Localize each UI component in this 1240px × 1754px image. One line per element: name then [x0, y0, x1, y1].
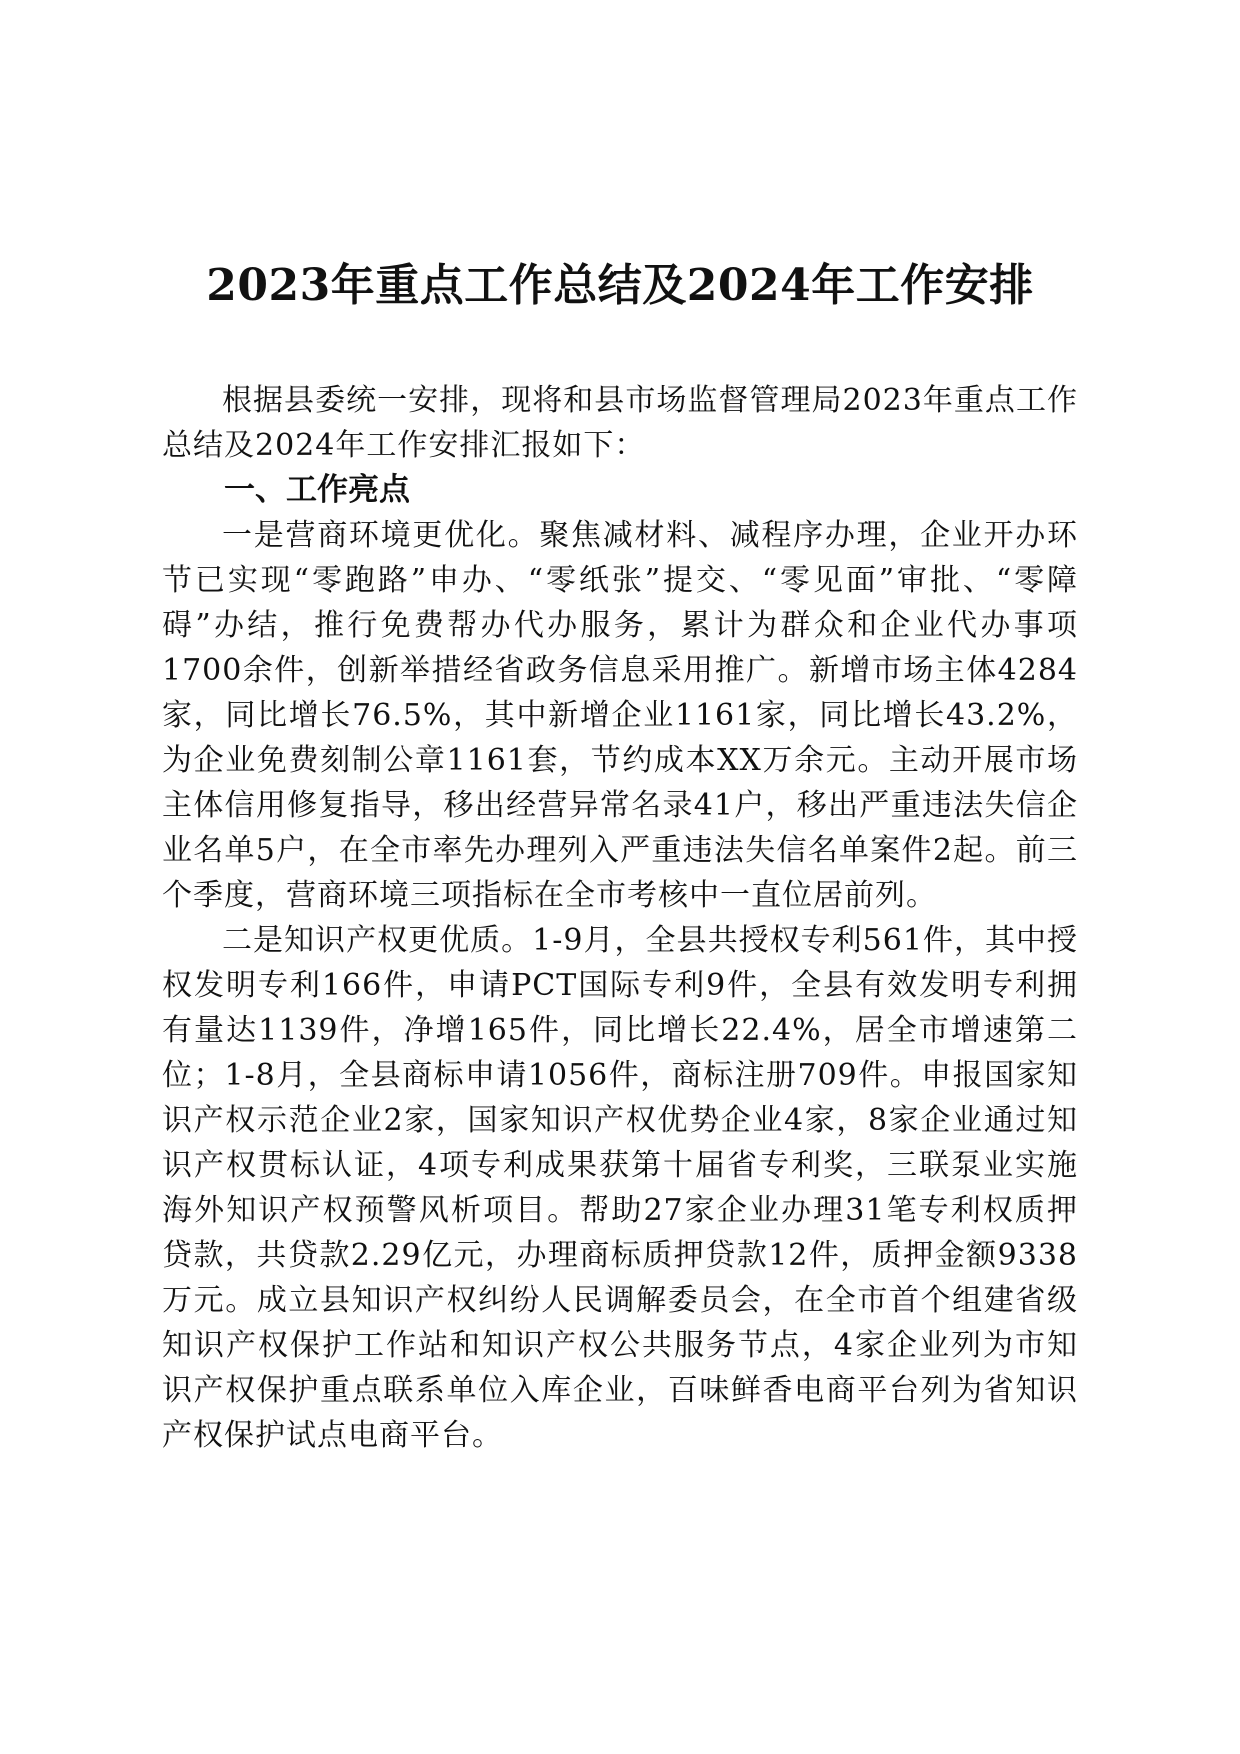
document-body — [162, 378, 1078, 1458]
section-heading-highlights: 一、工作亮点 — [224, 472, 410, 508]
document-title: 2023年重点工作总结及2024年工作安排 — [206, 260, 1034, 311]
paragraph-business-environment: 一是营商环境更优化。聚焦减材料、减程序办理，企业开办环节已实现“零跑路”申办、“零纸张”提交、“零见面”审批、“零障碍”办结，推行免费帮办代办服务，累计为群众和企业代办事项1700余件，创新举措经省政务信息采用推广。新增市场主体4284家，同比增长76.5%，其中新增企业1161家，同比增长43.2%，为企业免费刻制公章1161套，节约成本XX万余元。主动开展市场主体信用修复指导，移出经营异常名录41户，移出严重违法失信企业名单5户，在全市率先办理列入严重违法失信名单案件2起。前三个季度，营商环境三项指标在全市考核中一直位居前列。 — [162, 518, 1078, 913]
paragraph-intellectual-property: 二是知识产权更优质。1-9月，全县共授权专利561件，其中授权发明专利166件，申请PCT国际专利9件，全县有效发明专利拥有量达1139件，净增165件，同比增长22.4%，居全市增速第二位；1-8月，全县商标申请1056件，商标注册709件。申报国家知识产权示范企业2家，国家知识产权优势企业4家，8家企业通过知识产权贯标认证，4项专利成果获第十届省专利奖，三联泵业实施海外知识产权预警风析项目。帮助27家企业办理31笔专利权质押贷款，共贷款2.29亿元，办理商标质押贷款12件，质押金额9338万元。成立县知识产权纠纷人民调解委员会，在全市首个组建省级知识产权保护工作站和知识产权公共服务节点，4家企业列为市知识产权保护重点联系单位入库企业，百味鲜香电商平台列为省知识产权保护试点电商平台。 — [162, 923, 1078, 1453]
intro-paragraph: 根据县委统一安排，现将和县市场监督管理局2023年重点工作总结及2024年工作安排汇报如下： — [162, 383, 1078, 463]
